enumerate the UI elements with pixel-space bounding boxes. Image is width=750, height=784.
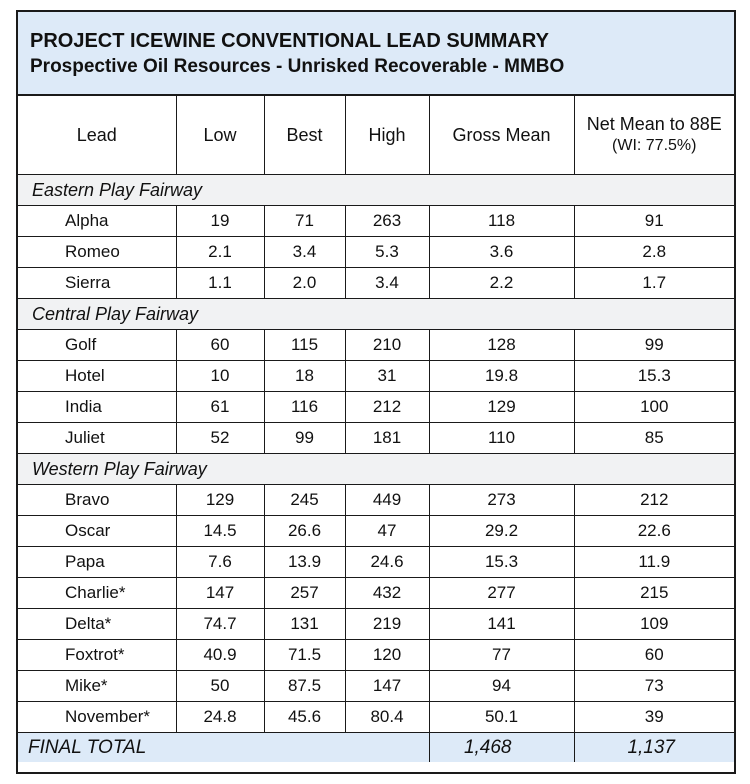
cell-high: 449 (345, 485, 429, 516)
cell-high: 181 (345, 423, 429, 454)
section-row (18, 175, 734, 206)
cell-best: 45.6 (264, 702, 345, 733)
table-row (18, 485, 734, 516)
lead-summary-table (18, 96, 734, 762)
table-row (18, 702, 734, 733)
cell-net-mean: 22.6 (574, 516, 734, 547)
cell-lead: India (18, 392, 176, 423)
final-total-label: FINAL TOTAL (18, 733, 429, 763)
section-row (18, 299, 734, 330)
cell-net-mean: 100 (574, 392, 734, 423)
column-header-high: High (345, 96, 429, 175)
table-row (18, 268, 734, 299)
cell-net-mean: 91 (574, 206, 734, 237)
final-total-net-mean: 1,137 (574, 733, 734, 763)
cell-best: 18 (264, 361, 345, 392)
table-row (18, 206, 734, 237)
document-title: PROJECT ICEWINE CONVENTIONAL LEAD SUMMARY (30, 30, 549, 52)
cell-lead: Bravo (18, 485, 176, 516)
column-header-best: Best (264, 96, 345, 175)
table-row (18, 671, 734, 702)
section-heading: Central Play Fairway (18, 299, 734, 330)
net-mean-label: Net Mean to 88E (586, 114, 722, 134)
cell-high: 47 (345, 516, 429, 547)
cell-low: 129 (176, 485, 264, 516)
cell-high: 3.4 (345, 268, 429, 299)
column-header-lead: Lead (18, 96, 176, 175)
cell-low: 1.1 (176, 268, 264, 299)
cell-low: 10 (176, 361, 264, 392)
cell-low: 40.9 (176, 640, 264, 671)
cell-net-mean: 60 (574, 640, 734, 671)
cell-gross-mean: 94 (429, 671, 574, 702)
cell-lead: Mike* (18, 671, 176, 702)
cell-best: 99 (264, 423, 345, 454)
cell-gross-mean: 118 (429, 206, 574, 237)
column-header-gross-mean: Gross Mean (429, 96, 574, 175)
table-row (18, 330, 734, 361)
cell-low: 19 (176, 206, 264, 237)
section-row (18, 454, 734, 485)
cell-gross-mean: 15.3 (429, 547, 574, 578)
cell-net-mean: 11.9 (574, 547, 734, 578)
final-total-row (18, 733, 734, 763)
cell-low: 2.1 (176, 237, 264, 268)
column-header-low: Low (176, 96, 264, 175)
header-row (18, 96, 734, 175)
cell-high: 212 (345, 392, 429, 423)
cell-best: 131 (264, 609, 345, 640)
cell-high: 5.3 (345, 237, 429, 268)
cell-gross-mean: 273 (429, 485, 574, 516)
cell-best: 3.4 (264, 237, 345, 268)
cell-lead: Charlie* (18, 578, 176, 609)
cell-low: 74.7 (176, 609, 264, 640)
cell-net-mean: 39 (574, 702, 734, 733)
cell-lead: November* (18, 702, 176, 733)
cell-gross-mean: 50.1 (429, 702, 574, 733)
cell-high: 24.6 (345, 547, 429, 578)
cell-best: 2.0 (264, 268, 345, 299)
cell-net-mean: 212 (574, 485, 734, 516)
cell-gross-mean: 128 (429, 330, 574, 361)
table-row (18, 547, 734, 578)
cell-lead: Juliet (18, 423, 176, 454)
cell-lead: Golf (18, 330, 176, 361)
cell-gross-mean: 110 (429, 423, 574, 454)
table-row (18, 609, 734, 640)
cell-best: 71 (264, 206, 345, 237)
cell-lead: Hotel (18, 361, 176, 392)
table-body (18, 175, 734, 763)
cell-gross-mean: 129 (429, 392, 574, 423)
cell-lead: Papa (18, 547, 176, 578)
cell-lead: Sierra (18, 268, 176, 299)
cell-lead: Delta* (18, 609, 176, 640)
title-block (18, 12, 734, 96)
cell-net-mean: 2.8 (574, 237, 734, 268)
cell-net-mean: 85 (574, 423, 734, 454)
table-row (18, 640, 734, 671)
table-row (18, 423, 734, 454)
cell-high: 120 (345, 640, 429, 671)
cell-low: 147 (176, 578, 264, 609)
section-heading: Western Play Fairway (18, 454, 734, 485)
table-row (18, 578, 734, 609)
lead-summary-document (16, 10, 736, 774)
cell-gross-mean: 2.2 (429, 268, 574, 299)
section-heading: Eastern Play Fairway (18, 175, 734, 206)
cell-high: 31 (345, 361, 429, 392)
cell-net-mean: 215 (574, 578, 734, 609)
document-subtitle: Prospective Oil Resources - Unrisked Recoverable - MMBO (30, 56, 565, 77)
column-header-net-mean (574, 96, 734, 175)
cell-best: 71.5 (264, 640, 345, 671)
cell-low: 61 (176, 392, 264, 423)
cell-best: 13.9 (264, 547, 345, 578)
cell-net-mean: 1.7 (574, 268, 734, 299)
cell-low: 24.8 (176, 702, 264, 733)
cell-best: 257 (264, 578, 345, 609)
cell-best: 245 (264, 485, 345, 516)
cell-high: 80.4 (345, 702, 429, 733)
cell-best: 87.5 (264, 671, 345, 702)
cell-lead: Romeo (18, 237, 176, 268)
cell-net-mean: 15.3 (574, 361, 734, 392)
cell-lead: Foxtrot* (18, 640, 176, 671)
cell-net-mean: 99 (574, 330, 734, 361)
cell-best: 116 (264, 392, 345, 423)
cell-gross-mean: 29.2 (429, 516, 574, 547)
table-row (18, 516, 734, 547)
cell-high: 147 (345, 671, 429, 702)
cell-high: 263 (345, 206, 429, 237)
cell-net-mean: 73 (574, 671, 734, 702)
table-row (18, 237, 734, 268)
cell-gross-mean: 141 (429, 609, 574, 640)
cell-low: 14.5 (176, 516, 264, 547)
cell-lead: Alpha (18, 206, 176, 237)
cell-high: 219 (345, 609, 429, 640)
cell-best: 115 (264, 330, 345, 361)
cell-lead: Oscar (18, 516, 176, 547)
cell-low: 50 (176, 671, 264, 702)
cell-net-mean: 109 (574, 609, 734, 640)
cell-high: 432 (345, 578, 429, 609)
cell-low: 52 (176, 423, 264, 454)
cell-high: 210 (345, 330, 429, 361)
table-row (18, 361, 734, 392)
cell-gross-mean: 277 (429, 578, 574, 609)
cell-gross-mean: 77 (429, 640, 574, 671)
cell-low: 7.6 (176, 547, 264, 578)
table-row (18, 392, 734, 423)
final-total-gross-mean: 1,468 (429, 733, 574, 763)
cell-gross-mean: 19.8 (429, 361, 574, 392)
cell-gross-mean: 3.6 (429, 237, 574, 268)
working-interest-label: (WI: 77.5%) (612, 137, 697, 154)
cell-best: 26.6 (264, 516, 345, 547)
cell-low: 60 (176, 330, 264, 361)
